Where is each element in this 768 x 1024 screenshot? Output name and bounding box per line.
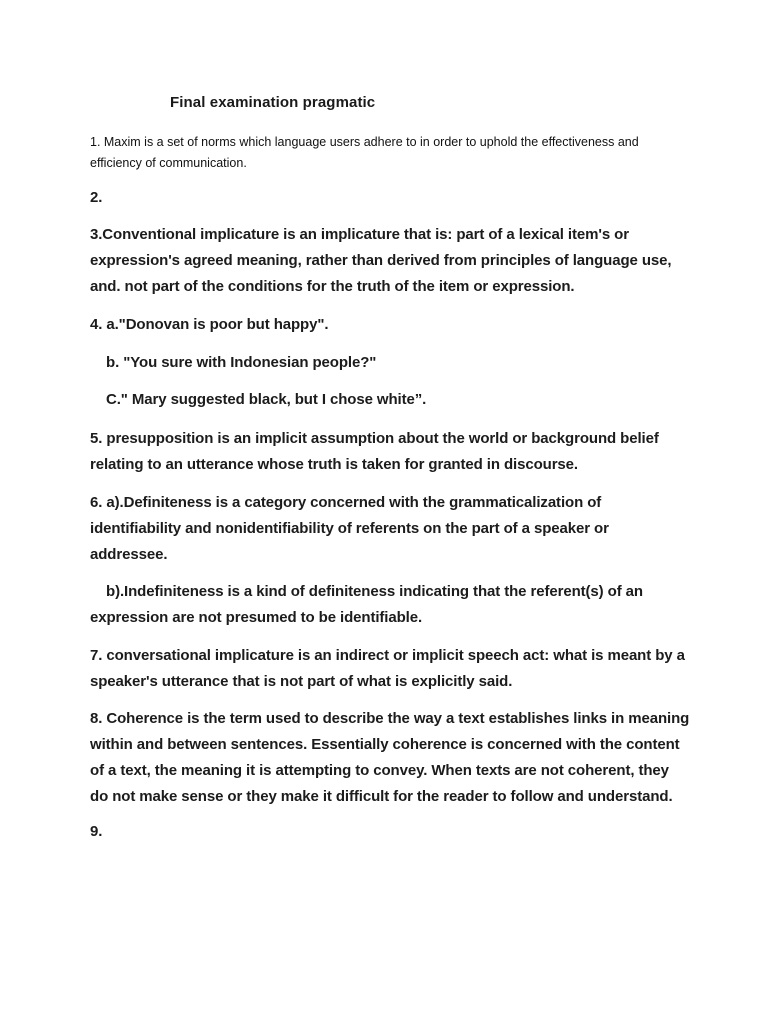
answer-4b: b. "You sure with Indonesian people?" <box>106 354 377 371</box>
answer-7: 7. conversational implicature is an indirect or implicit speech act: what is meant by a speaker's utterance that is not part of what is explicitly said. <box>90 647 685 690</box>
document-title: Final examination pragmatic <box>170 94 376 111</box>
answer-3: 3.Conventional implicature is an implicature that is: part of a lexical item's or expression's agreed meaning, rather than derived from principles of language use, and. not part of the conditions for the truth of the item or expression. <box>90 226 672 295</box>
answer-8: 8. Coherence is the term used to describe the way a text establishes links in meaning within and between sentences. Essentially coherence is concerned with the content of a text, the meaning it is attempting to convey. When texts are not coherent, they do not make sense or they make it difficult for the reader to follow and understand. <box>90 710 690 805</box>
answer-4a: 4. a."Donovan is poor but happy". <box>90 316 329 333</box>
answer-9: 9. <box>90 823 103 840</box>
answer-2: 2. <box>90 189 103 206</box>
answer-6b: b).Indefiniteness is a kind of definiteness indicating that the referent(s) of an expression are not presumed to be identifiable. <box>90 583 643 626</box>
answer-5: 5. presupposition is an implicit assumption about the world or background belief relating to an utterance whose truth is taken for granted in discourse. <box>90 430 659 473</box>
answer-1: 1. Maxim is a set of norms which language users adhere to in order to uphold the effectiveness and efficiency of communication. <box>90 135 639 170</box>
answer-6a: 6. a).Definiteness is a category concerned with the grammaticalization of identifiability and nonidentifiability of referents on the part of a speaker or addressee. <box>90 494 609 563</box>
answer-4c: C." Mary suggested black, but I chose white”. <box>106 391 427 408</box>
